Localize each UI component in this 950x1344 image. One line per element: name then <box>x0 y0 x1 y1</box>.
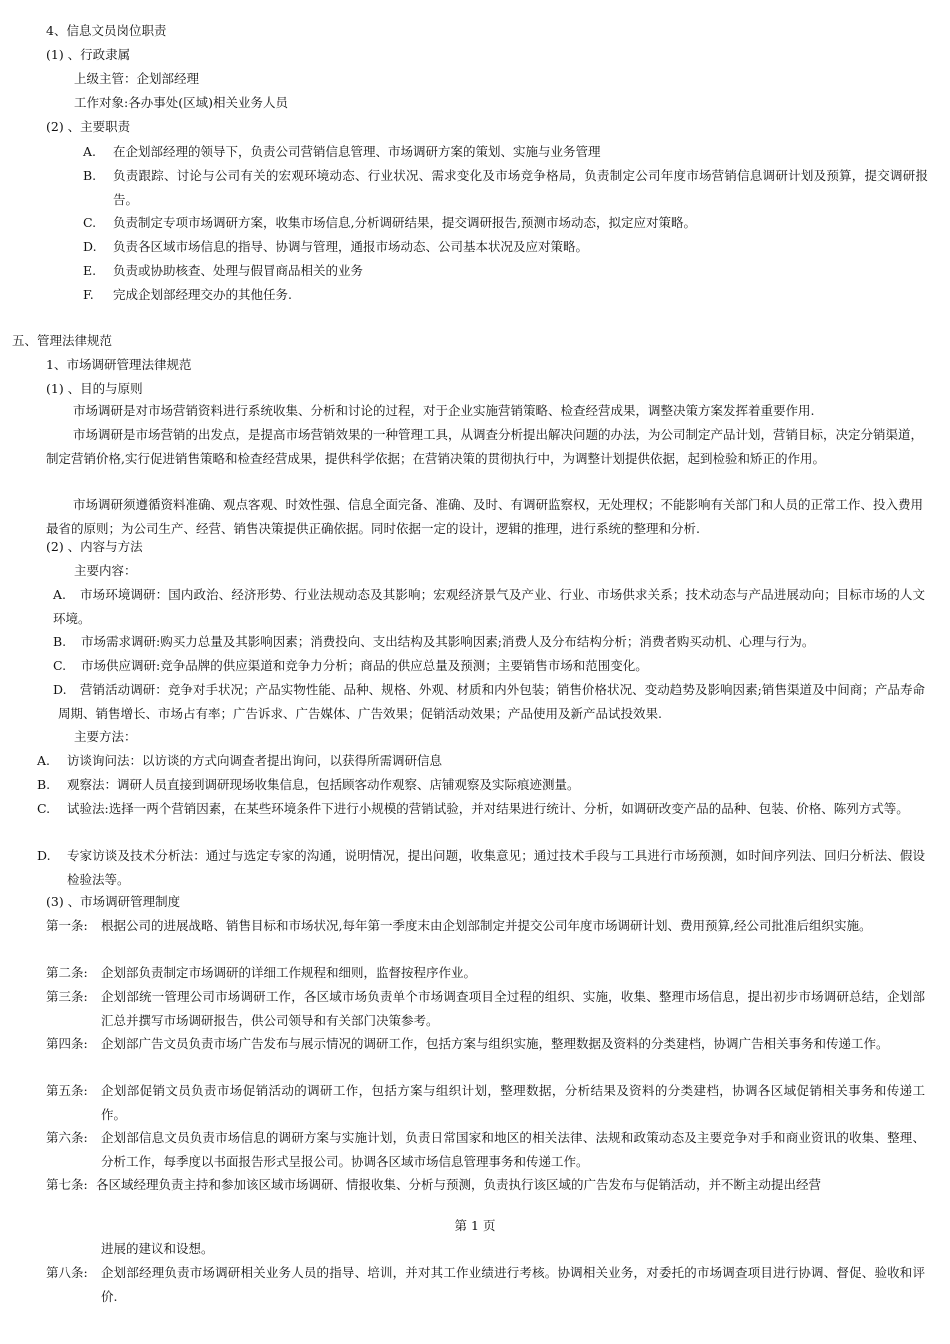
content-marker: A. <box>53 587 67 602</box>
subsection-1-heading: 1、市场调研管理法律规范 <box>46 357 192 372</box>
content-marker: D. <box>53 682 67 697</box>
duty-text: 完成企划部经理交办的其他任务. <box>113 287 292 302</box>
page-number: 第 1 页 <box>454 1218 496 1233</box>
paragraph: 市场调研是对市场营销资料进行系统收集、分析和讨论的过程，对于企业实施营销策略、检查经营成果，调整决策方案发挥着重要作用. <box>73 403 815 418</box>
duty-text: 负责跟踪、讨论与公司有关的宏观环境动态、行业状况、需求变化及市场竞争格局，负责制定公司年度市场营销信息调研计划及预算，提交调研报告。 <box>113 168 928 207</box>
method-marker: B. <box>37 777 51 792</box>
research-system-label: (3) 、市场调研管理制度 <box>46 894 181 909</box>
article-marker: 第三条: <box>46 989 88 1004</box>
article-marker: 第五条: <box>46 1083 88 1098</box>
purpose-principle-label: (1) 、目的与原则 <box>46 381 143 396</box>
content-marker: B. <box>53 634 67 649</box>
duty-marker: F. <box>83 287 94 302</box>
content-text <box>53 583 925 630</box>
article-text: 各区域经理负责主持和参加该区域市场调研、情报收集、分析与预测，负责执行该区域的广告发布与促销活动，并不断主动提出经营 <box>96 1177 822 1192</box>
article-text: 企划部经理负责市场调研相关业务人员的指导、培训，并对其工作业绩进行考核。协调相关业务，对委托的市场调查项目进行协调、督促、验收和评价. <box>101 1265 925 1304</box>
method-text: 观察法：调研人员直接到调研现场收集信息，包括顾客动作观察、店铺观察及实际痕迹测量。 <box>67 777 580 792</box>
content-method-label: (2) 、内容与方法 <box>46 539 143 554</box>
article-text: 根据公司的进展战略、销售目标和市场状况,每年第一季度末由企划部制定并提交公司年度市场调研计划、费用预算,经公司批准后组织实施。 <box>101 918 872 933</box>
work-target-text: 工作对象:各办事处(区域)相关业务人员 <box>74 95 288 110</box>
duty-text: 负责或协助核查、处理与假冒商品相关的业务 <box>113 263 364 278</box>
paragraph: 市场调研须遵循资料准确、观点客观、时效性强、信息全面完备、准确、及时、有调研监察权，无处理权；不能影响有关部门和人员的正常工作、投入费用最省的原则；为公司生产、经营、销售决策提供正确依据。同时依据一定的设计，逻辑的推理，进行系统的整理和分析. <box>46 497 924 536</box>
article-marker: 第七条: <box>46 1177 88 1192</box>
duty-marker: C. <box>83 215 97 230</box>
duty-marker: B. <box>83 168 97 183</box>
article-text: 企划部广告文员负责市场广告发布与展示情况的调研工作，包括方案与组织实施，整理数据及资料的分类建档，协调广告相关事务和传递工作。 <box>101 1036 889 1051</box>
article-marker: 第六条: <box>46 1130 88 1145</box>
article-text: 企划部统一管理公司市场调研工作，各区域市场负责单个市场调查项目全过程的组织、实施，收集、整理市场信息，提出初步市场调研总结，企划部汇总并撰写市场调研报告，供公司领导和有关部门决策参考。 <box>101 989 925 1028</box>
method-text: 访谈询问法：以访谈的方式向调查者提出询问，以获得所需调研信息 <box>67 753 443 768</box>
content-text-body: 市场环境调研：国内政治、经济形势、行业法规动态及其影响；宏观经济景气及产业、行业、市场供求关系；技术动态与产品进展动向；目标市场的人文环境。 <box>53 587 925 626</box>
content-text: 市场供应调研:竞争品牌的供应渠道和竞争力分析；商品的供应总量及预测；主要销售市场和范围变化。 <box>81 658 648 673</box>
paragraph: 市场调研是市场营销的出发点，是提高市场营销效果的一种管理工具，从调查分析提出解决问题的办法，为公司制定产品计划，营销目标，决定分销渠道，制定营销价格,实行促进销售策略和检查经营成果，提供科学依据；在营销决策的贯彻执行中，为调整计划提供依据，起到检验和矫正的作用。 <box>46 427 924 466</box>
article-text: 企划部信息文员负责市场信息的调研方案与实施计划，负责日常国家和地区的相关法律、法规和政策动态及主要竞争对手和商业资讯的收集、整理、分析工作，每季度以书面报告形式呈报公司。协调各区域市场信息管理事务和传递工作。 <box>101 1130 925 1169</box>
section-4-heading: 4、信息文员岗位职责 <box>46 23 167 38</box>
article-marker: 第八条: <box>46 1265 88 1280</box>
method-text: 试验法:选择一两个营销因素，在某些环境条件下进行小规模的营销试验，并对结果进行统计、分析，如调研改变产品的品种、包装、价格、陈列方式等。 <box>67 801 909 816</box>
article-text: 企划部负责制定市场调研的详细工作规程和细则，监督按程序作业。 <box>101 965 477 980</box>
article-text: 企划部促销文员负责市场促销活动的调研工作，包括方案与组织计划，整理数据，分析结果及资料的分类建档，协调各区域促销相关事务和传递工作。 <box>101 1083 925 1122</box>
content-text: 营销活动调研：竞争对手状况；产品实物性能、品种、规格、外观、材质和内外包装；销售价格状况、变动趋势及影响因素;销售渠道及中间商；产品寿命周期、销售增长、市场占有率；广告诉求、广告媒体、广告效果；促销活动效果；产品使用及新产品试投效果. <box>58 682 925 721</box>
duty-text: 负责制定专项市场调研方案，收集市场信息,分析调研结果，提交调研报告,预测市场动态，拟定应对策略。 <box>113 215 696 230</box>
main-method-label: 主要方法： <box>74 729 137 744</box>
admin-affiliation-label: (1) 、行政隶属 <box>46 47 131 62</box>
main-content-label: 主要内容： <box>74 563 137 578</box>
article-marker: 第一条: <box>46 918 88 933</box>
article-marker: 第四条: <box>46 1036 88 1051</box>
content-marker: C. <box>53 658 67 673</box>
duty-text: 在企划部经理的领导下，负责公司营销信息管理、市场调研方案的策划、实施与业务管理 <box>113 144 601 159</box>
method-text: 专家访谈及技术分析法：通过与选定专家的沟通，说明情况，提出问题，收集意见；通过技术手段与工具进行市场预测，如时间序列法、回归分析法、假设检验法等。 <box>67 848 925 887</box>
method-marker: D. <box>37 848 51 863</box>
duty-marker: D. <box>83 239 97 254</box>
supervisor-text: 上级主管：企划部经理 <box>74 71 200 86</box>
duty-text: 负责各区域市场信息的指导、协调与管理，通报市场动态、公司基本状况及应对策略。 <box>113 239 589 254</box>
method-marker: C. <box>37 801 51 816</box>
content-text: 市场需求调研:购买力总量及其影响因素；消费投向、支出结构及其影响因素;消费人及分布结构分析；消费者购买动机、心理与行为。 <box>81 634 815 649</box>
duty-marker: A. <box>83 144 97 159</box>
main-duties-label: (2) 、主要职责 <box>46 119 131 134</box>
section-5-heading: 五、管理法律规范 <box>12 333 113 348</box>
article-marker: 第二条: <box>46 965 88 980</box>
duty-marker: E. <box>83 263 97 278</box>
method-marker: A. <box>37 753 51 768</box>
continuation-text: 进展的建议和设想。 <box>101 1241 214 1256</box>
